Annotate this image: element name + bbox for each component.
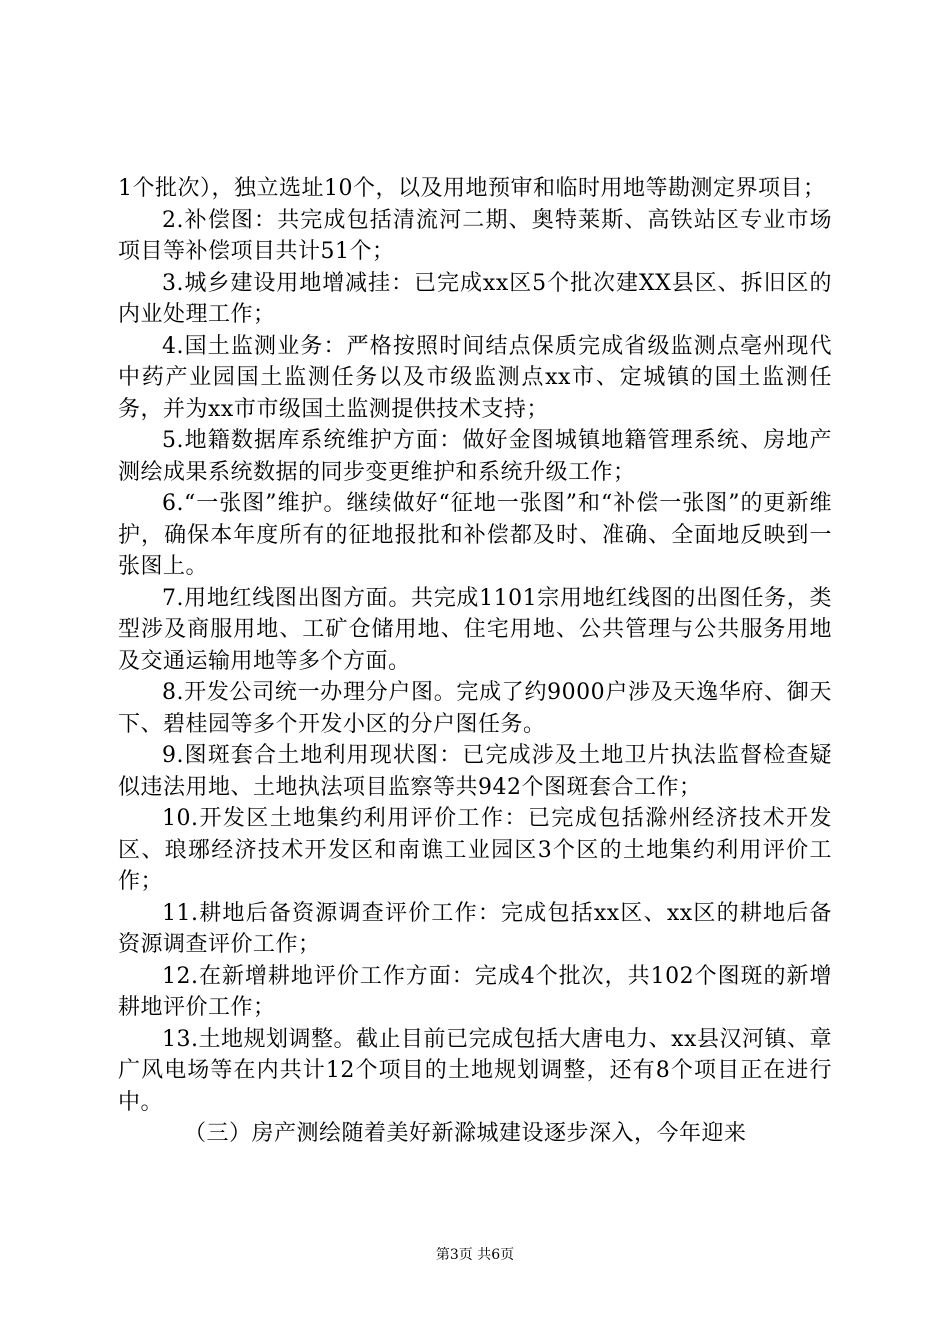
paragraph-item-8: 8.开发公司统一办理分户图。完成了约9000户涉及天逸华府、御天下、碧桂园等多个开发小区的分户图任务。 (118, 680, 832, 737)
paragraph-item-4: 4.国土监测业务：严格按照时间结点保质完成省级监测点亳州现代中药产业园国土监测任务以及市级监测点xx市、定城镇的国土监测任务，并为xx市市级国土监测提供技术支持； (118, 333, 832, 422)
paragraph-item-3: 3.城乡建设用地增减挂：已完成xx区5个批次建XX县区、拆旧区的内业处理工作； (118, 270, 832, 327)
section-heading-3: （三）房产测绘随着美好新滁城建设逐步深入，今年迎来 (184, 1121, 747, 1146)
paragraph-item-12: 12.在新增耕地评价工作方面：完成4个批次，共102个图斑的新增耕地评价工作； (118, 963, 832, 1020)
page-number: 第3页 共6页 (435, 1247, 515, 1263)
paragraph-continuation: 1个批次），独立选址10个，以及用地预审和临时用地等勘测定界项目； (118, 176, 826, 201)
paragraph-item-7: 7.用地红线图出图方面。共完成1101宗用地红线图的出图任务，类型涉及商服用地、工矿仓储用地、住宅用地、公共管理与公共服务用地及交通运输用地等多个方面。 (118, 585, 832, 674)
paragraph-item-5: 5.地籍数据库系统维护方面：做好金图城镇地籍管理系统、房地产测绘成果系统数据的同步变更维护和系统升级工作； (118, 428, 832, 485)
paragraph-item-10: 10.开发区土地集约利用评价工作：已完成包括滁州经济技术开发区、琅琊经济技术开发区和南谯工业园区3个区的土地集约利用评价工作； (118, 806, 832, 894)
paragraph-item-13: 13.土地规划调整。截止目前已完成包括大唐电力、xx县汉河镇、章广风电场等在内共计12个项目的土地规划调整，还有8个项目正在进行中。 (118, 1026, 832, 1115)
paragraph-item-9: 9.图斑套合土地利用现状图：已完成涉及土地卫片执法监督检查疑似违法用地、土地执法项目监察等共942个图斑套合工作； (118, 743, 832, 800)
paragraph-item-11: 11.耕地后备资源调查评价工作：完成包括xx区、xx区的耕地后备资源调查评价工作； (118, 900, 832, 957)
paragraph-item-2: 2.补偿图：共完成包括清流河二期、奥特莱斯、高铁站区专业市场项目等补偿项目共计51个； (118, 207, 832, 264)
document-body (118, 173, 832, 1150)
paragraph-item-6: 6.“一张图”维护。继续做好“征地一张图”和“补偿一张图”的更新维护，确保本年度所有的征地报批和补偿都及时、准确、全面地反映到一张图上。 (118, 491, 832, 579)
page-footer (0, 1246, 950, 1264)
